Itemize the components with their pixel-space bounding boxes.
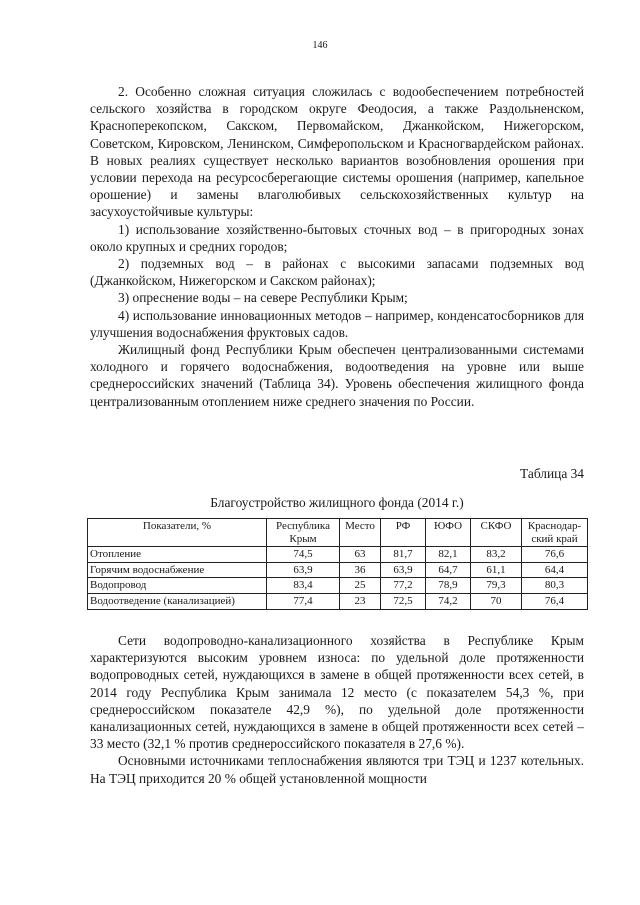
column-header-krasnodar: Краснодар-ский край — [522, 519, 588, 547]
table-cell: 36 — [340, 562, 381, 578]
column-header-crimea: Республика Крым — [267, 519, 340, 547]
list-item-groundwater: 2) подземных вод – в районах с высокими запасами подземных вод (Джанкойском, Нижегорском и Сакском районах); — [90, 256, 584, 289]
table-cell: 63,9 — [267, 562, 340, 578]
table-cell: 70 — [471, 593, 522, 609]
paragraph-housing-stock: Жилищный фонд Республики Крым обеспечен централизованными системами холодного и горячего водоснабжения, водоотведения на уровне или выше среднероссийских значений (Таблица 34). Уровень обеспечения жилищного фонда централизованным отоплением ниже среднего значения по России. — [90, 342, 584, 409]
table-cell: 74,5 — [267, 547, 340, 563]
column-header-indicator: Показатели, % — [88, 519, 267, 547]
table-cell: 83,2 — [471, 547, 522, 563]
column-header-north-caucasus-district: СКФО — [471, 519, 522, 547]
table-cell: 77,2 — [381, 578, 426, 594]
paragraph-water-supply-situation: 2. Особенно сложная ситуация сложилась с водообеспечением потребностей сельского хозяйства в городском округе Феодосия, а также Раздольненском, Красноперекопском, Сакском, Первомайском, Джанкойском, Нижегорском, Советском, Кировском, Ленинском, Симферопольском и Красногвардейском районах. В новых реалиях существует несколько вариантов возобновления орошения при условии перехода на ресурсосберегающие системы орошения (например, капельное орошение) и замены влаголюбивых сельскохозяйственных культур на засухоустойчивые культуры: — [90, 84, 584, 220]
column-header-russia: РФ — [381, 519, 426, 547]
list-item-desalination: 3) опреснение воды – на севере Республики Крым; — [118, 290, 408, 306]
table-label: Таблица 34 — [520, 466, 584, 481]
table-cell: 76,6 — [522, 547, 588, 563]
table-cell: 63,9 — [381, 562, 426, 578]
column-header-rank: Место — [340, 519, 381, 547]
column-header-southern-district: ЮФО — [426, 519, 471, 547]
row-label: Водопровод — [88, 578, 267, 594]
bottom-text-block — [90, 632, 584, 787]
table-row — [88, 547, 588, 563]
row-label: Отопление — [88, 547, 267, 563]
table-cell: 80,3 — [522, 578, 588, 594]
table-cell: 25 — [340, 578, 381, 594]
housing-amenities-table — [87, 518, 588, 610]
list-item-wastewater: 1) использование хозяйственно-бытовых сточных вод – в пригородных зонах около крупных и средних городов; — [90, 221, 584, 254]
paragraph-network-wear: Сети водопроводно-канализационного хозяйства в Республике Крым характеризуются высоким уровнем износа: по удельной доле протяженности водопроводных сетей, нуждающихся в замене в общей протяженности всех сетей, в 2014 году Республика Крым занимала 12 место (с показателем 54,3 %, при среднероссийском показателе 42,9 %), по удельной доле протяженности канализационных сетей, нуждающихся в замене в общей протяженности всех сетей – 33 место (32,1 % против среднероссийского показателя в 27,6 %). — [90, 633, 584, 752]
table-cell: 72,5 — [381, 593, 426, 609]
top-text-block — [90, 83, 584, 410]
table-cell: 23 — [340, 593, 381, 609]
table-row — [88, 578, 588, 594]
page-number: 146 — [312, 40, 328, 51]
table-cell: 78,9 — [426, 578, 471, 594]
table-cell: 79,3 — [471, 578, 522, 594]
table-cell: 81,7 — [381, 547, 426, 563]
row-label: Горячим водоснабжение — [88, 562, 267, 578]
table-cell: 64,4 — [522, 562, 588, 578]
table-cell: 64,7 — [426, 562, 471, 578]
table-row — [88, 562, 588, 578]
table-cell: 82,1 — [426, 547, 471, 563]
table-cell: 74,2 — [426, 593, 471, 609]
table-cell: 76,4 — [522, 593, 588, 609]
row-label: Водоотведение (канализацией) — [88, 593, 267, 609]
table-row — [88, 593, 588, 609]
paragraph-heat-supply: Основными источниками теплоснабжения являются три ТЭЦ и 1237 котельных. На ТЭЦ приходится 20 % общей установленной мощности — [90, 753, 584, 786]
table-cell: 77,4 — [267, 593, 340, 609]
table-cell: 61,1 — [471, 562, 522, 578]
table-cell: 83,4 — [267, 578, 340, 594]
list-item-innovative-methods: 4) использование инновационных методов – например, конденсатосборников для улучшения водоснабжения фруктовых садов. — [90, 307, 584, 340]
table-cell: 63 — [340, 547, 381, 563]
table-title: Благоустройство жилищного фонда (2014 г.) — [210, 495, 464, 510]
table-header-row — [88, 519, 588, 547]
